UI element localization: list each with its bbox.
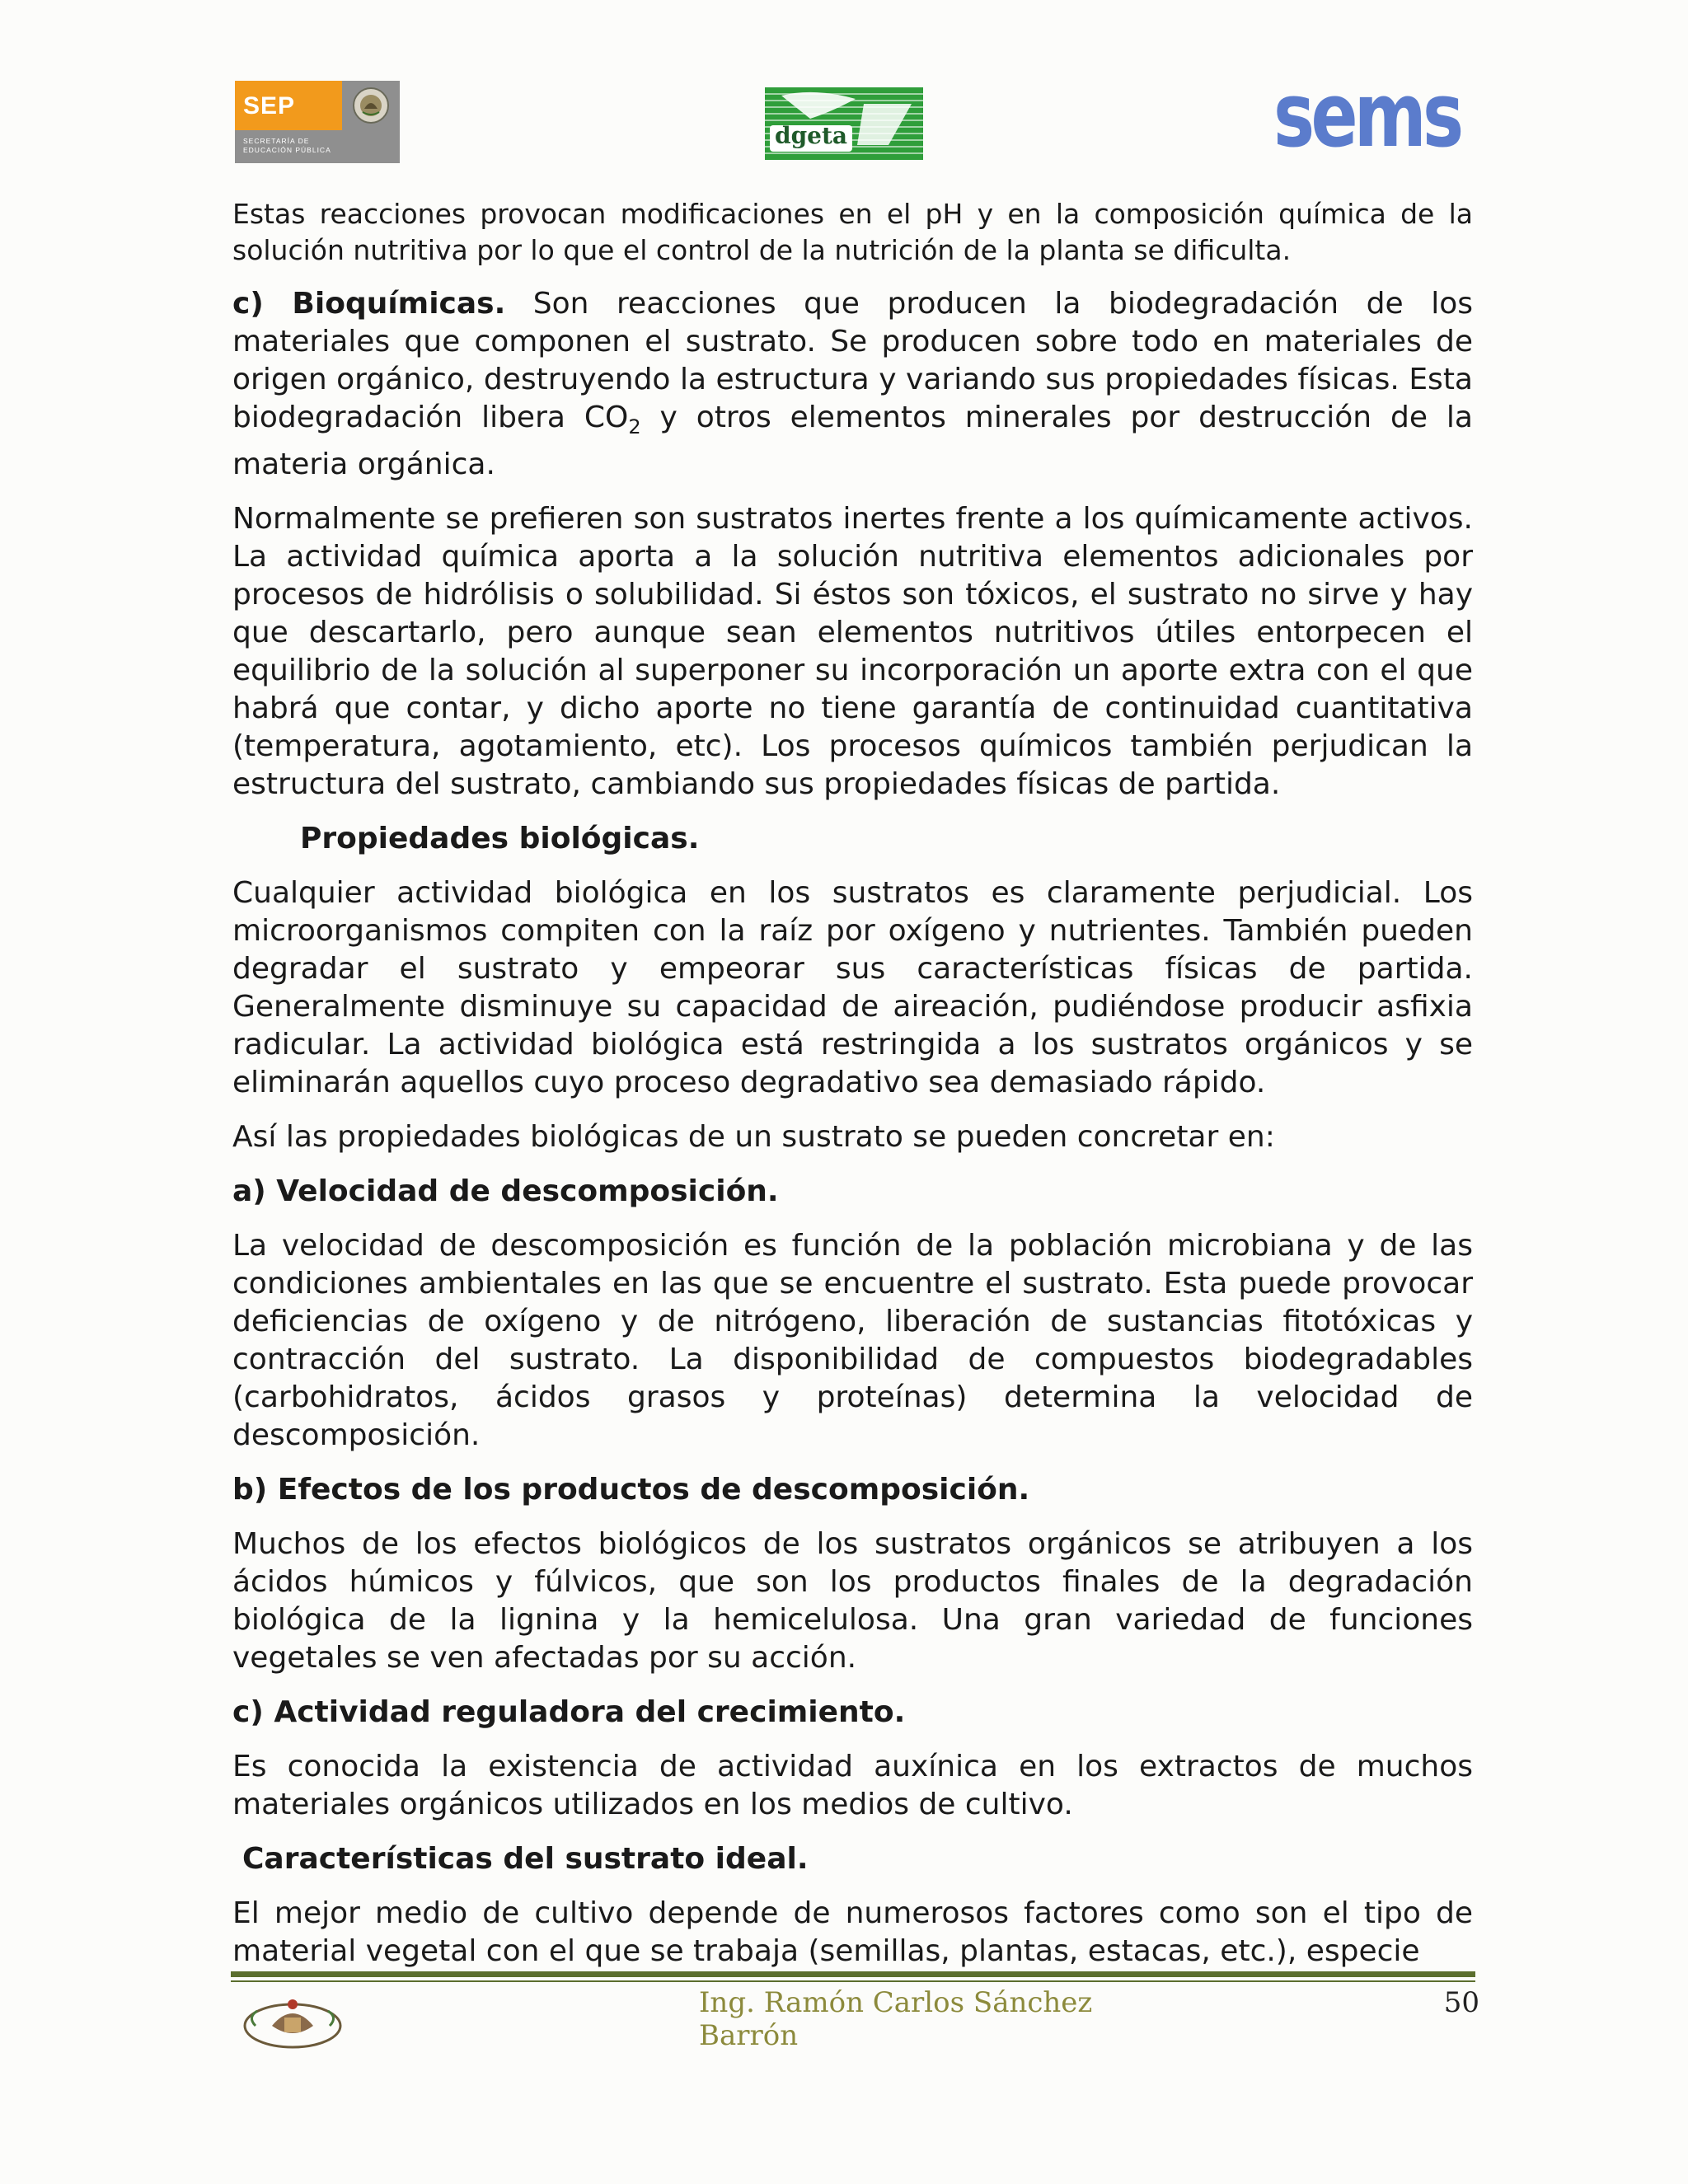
heading-sustrato-ideal: Características del sustrato ideal.: [242, 1842, 809, 1877]
document-body: [232, 196, 1473, 1987]
school-emblem-icon: [239, 1993, 346, 2052]
co2-subscript: 2: [628, 415, 641, 439]
paragraph-sustratos-inertes: Normalmente se prefieren son sustratos inertes frente a los químicamente activos. La actividad química aporta a la solución nutritiva elementos adicionales por procesos de hidrólisis o solubilidad. Si éstos son tóxicos, el sustrato no sirve y hay que descartarlo, pero aunque sean elementos nutritivos útiles entorpecen el equilibrio de la solución al superponer su incorporación un aporte extra con el que habrá que contar, y dicho aporte no tiene garantía de continuidad cuantitativa (temperatura, agotamiento, etc). Los procesos químicos también perjudican la estructura del sustrato, cambiando sus propiedades físicas de partida.: [232, 502, 1473, 802]
paragraph-propiedades-concretar: Así las propiedades biológicas de un sustrato se pueden concretar en:: [232, 1120, 1275, 1155]
dgeta-logo-text: dgeta: [775, 122, 848, 149]
paragraph-ph-changes: Estas reacciones provocan modificaciones en el pH y en la composición química de la solución nutritiva por lo que el control de la nutrición de la planta se dificulta.: [232, 198, 1473, 266]
dgeta-logo: [765, 87, 923, 160]
heading-actividad-reguladora: c) Actividad reguladora del crecimiento.: [232, 1695, 906, 1730]
footer-rule-thick: [231, 1971, 1475, 1977]
paragraph-actividad-biologica: Cualquier actividad biológica en los sustratos es claramente perjudicial. Los microorganismos compiten con la raíz por oxígeno y nutrientes. También pueden degradar el sustrato y empeorar sus características físicas de partida. Generalmente disminuye su capacidad de aireación, pudiéndose producir asfixia radicular. La actividad biológica está restringida a los sustratos orgánicos y se eliminarán aquellos cuyo proceso degradativo sea demasiado rápido.: [232, 876, 1473, 1100]
page-number: 50: [1443, 1986, 1479, 2019]
mexican-seal-icon: [350, 86, 392, 125]
sems-logo-text: sems: [1273, 64, 1461, 167]
bioquimicas-text-b: y otros elementos minerales por destrucción de la materia orgánica.: [232, 401, 1473, 482]
sems-logo: [1273, 64, 1461, 169]
label-bioquimicas: c) Bioquímicas.: [232, 287, 506, 321]
sep-logo-subtitle: SECRETARÍA DE EDUCACIÓN PÚBLICA: [243, 137, 331, 154]
heading-velocidad-descomposicion: a) Velocidad de descomposición.: [232, 1174, 779, 1209]
paragraph-bioquimicas: [232, 285, 1473, 484]
paragraph-efectos-productos: Muchos de los efectos biológicos de los sustratos orgánicos se atribuyen a los ácidos húmicos y fúlvicos, que son los productos finales de la degradación biológica de la lignina y la hemicelulosa. Una gran variedad de funciones vegetales se ven afectadas por su acción.: [232, 1527, 1473, 1675]
paragraph-mejor-medio: El mejor medio de cultivo depende de numerosos factores como son el tipo de material vegetal con el que se trabaja (semillas, plantas, estacas, etc.), especie: [232, 1896, 1473, 1969]
heading-propiedades-biologicas: Propiedades biológicas.: [300, 822, 700, 856]
footer-author: Ing. Ramón Carlos Sánchez Barrón: [699, 1986, 1093, 2052]
sep-logo-acronym: SEP: [243, 92, 296, 120]
bioquimicas-text-a: Son reacciones que producen la biodegradación de los materiales que componen el sustrato. Se producen sobre todo en materiales de origen orgánico, destruyendo la estructura y variando sus propiedades físicas. Esta biodegradación libera CO: [232, 287, 1473, 434]
sep-logo: [235, 81, 400, 163]
paragraph-velocidad-descomposicion: La velocidad de descomposición es función de la población microbiana y de las condiciones ambientales en las que se encuentre el sustrato. Esta puede provocar deficiencias de oxígeno y de nitrógeno, liberación de sustancias fitotóxicas y contracción del sustrato. La disponibilidad de compuestos biodegradables (carbohidratos, ácidos grasos y proteínas) determina la velocidad de descomposición.: [232, 1229, 1473, 1453]
heading-efectos-productos: b) Efectos de los productos de descomposición.: [232, 1473, 1030, 1507]
footer-rule-thin: [231, 1980, 1475, 1982]
paragraph-actividad-auxinica: Es conocida la existencia de actividad auxínica en los extractos de muchos materiales orgánicos utilizados en los medios de cultivo.: [232, 1750, 1473, 1822]
